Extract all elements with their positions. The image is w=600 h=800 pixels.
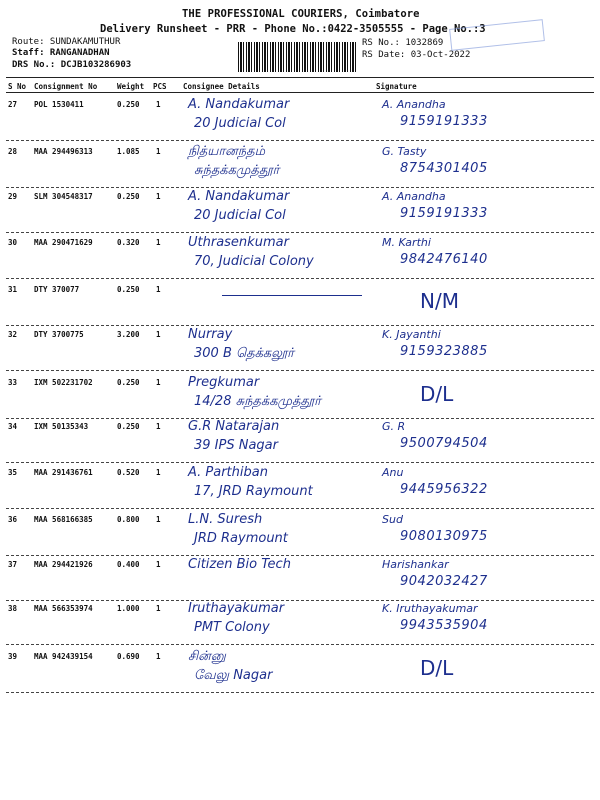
row-separator [6,278,594,279]
cell-consignment-no: MAA 568166385 [34,515,93,524]
document-title: THE PROFESSIONAL COURIERS, Coimbatore [182,8,420,20]
row-separator [6,418,594,419]
consignee-name: Iruthayakumar [188,601,285,616]
header-rule-bottom [6,92,594,93]
row-separator [6,600,594,601]
cell-sno: 32 [8,330,18,339]
signature-mark: M. Karthi [382,236,431,249]
receiver-phone: 9445956322 [400,482,488,497]
consignee-address: வேலு Nagar [194,668,273,683]
cell-weight: 0.250 [117,422,140,431]
cell-sno: 29 [8,192,18,201]
cell-weight: 3.200 [117,330,140,339]
row-separator [6,508,594,509]
rs-date: RS Date: 03-Oct-2022 [362,50,471,60]
cell-pcs: 1 [156,147,161,156]
cell-sno: 35 [8,468,18,477]
cell-weight: 0.250 [117,378,140,387]
signature-mark: A. Anandha [382,190,446,203]
col-header-consignee: Consignee Details [183,82,260,91]
cell-consignment-no: POL 1530411 [34,100,84,109]
consignee-address: 14/28 சுந்தக்கமுத்தூர் [194,394,321,409]
consignee-name: A. Parthiban [188,465,268,480]
cell-sno: 34 [8,422,18,431]
receiver-phone: 9943535904 [400,618,488,633]
cell-pcs: 1 [156,378,161,387]
route-label: Route: SUNDAKAMUTHUR [12,37,121,47]
cell-weight: 0.520 [117,468,140,477]
col-header-signature: Signature [376,82,417,91]
receiver-phone: 9842476140 [400,252,488,267]
cell-sno: 27 [8,100,18,109]
cell-sno: 30 [8,238,18,247]
document-subtitle: Delivery Runsheet - PRR - Phone No.:0422-3505555 - Page No.:3 [100,23,486,35]
cell-consignment-no: DTY 370077 [34,285,80,294]
cell-pcs: 1 [156,515,161,524]
row-separator [6,462,594,463]
signature-mark: Sud [382,513,403,526]
consignee-address: 17, JRD Raymount [194,484,313,499]
consignee-name: Pregkumar [188,375,260,390]
row-separator [6,187,594,188]
signature-mark: Anu [382,466,404,479]
rs-number: RS No.: 1032869 [362,38,444,48]
signature-mark: N/M [420,289,459,313]
cell-consignment-no: MAA 294496313 [34,147,93,156]
cell-consignment-no: MAA 566353974 [34,604,93,613]
cell-sno: 38 [8,604,18,613]
consignee-name: A. Nandakumar [188,189,290,204]
cell-pcs: 1 [156,192,161,201]
cell-consignment-no: IXM 502231702 [34,378,93,387]
receiver-phone: 9159191333 [400,114,488,129]
row-separator [6,140,594,141]
cell-consignment-no: MAA 290471629 [34,238,93,247]
signature-mark: K. Iruthayakumar [382,602,478,615]
consignee-address: 20 Judicial Col [194,208,286,223]
cell-pcs: 1 [156,238,161,247]
consignee-name: நித்யானந்தம் [188,144,266,159]
signature-mark: A. Anandha [382,98,446,111]
signature-mark: D/L [420,382,454,406]
drs-number: DRS No.: DCJB103286903 [12,60,132,70]
col-header-pcs: PCS [153,82,167,91]
signature-mark: K. Jayanthi [382,328,441,341]
cell-pcs: 1 [156,560,161,569]
cell-weight: 0.250 [117,100,140,109]
consignee-address: 70, Judicial Colony [194,254,314,269]
cell-weight: 0.690 [117,652,140,661]
barcode-image [238,42,356,72]
cell-sno: 31 [8,285,18,294]
consignee-name: G.R Natarajan [188,419,280,434]
cell-pcs: 1 [156,285,161,294]
consignee-address: JRD Raymount [194,531,288,546]
consignee-name: Nurray [188,327,233,342]
receiver-phone: 9080130975 [400,529,488,544]
col-header-weight: Weight [117,82,145,91]
consignee-address: 20 Judicial Col [194,116,286,131]
cell-weight: 1.000 [117,604,140,613]
consignee-address: PMT Colony [194,620,270,635]
cell-pcs: 1 [156,604,161,613]
receiver-phone: 9159191333 [400,206,488,221]
cell-weight: 1.085 [117,147,140,156]
consignee-name: சின்னு [188,649,226,664]
consignee-address: சுந்தக்கமுத்தூர் [194,163,280,178]
consignee-name: L.N. Suresh [188,512,263,527]
staff-label: Staff: RANGANADHAN [12,48,110,58]
row-separator [6,232,594,233]
cell-pcs: 1 [156,422,161,431]
cell-weight: 0.320 [117,238,140,247]
cell-sno: 37 [8,560,18,569]
cell-pcs: 1 [156,100,161,109]
row-separator [6,555,594,556]
cell-weight: 0.400 [117,560,140,569]
receiver-phone: 9159323885 [400,344,488,359]
receiver-phone: 9500794504 [400,436,488,451]
cell-sno: 39 [8,652,18,661]
consignee-address: 300 B தெக்கலூர் [194,346,294,361]
cell-pcs: 1 [156,652,161,661]
cell-weight: 0.250 [117,192,140,201]
signature-mark: D/L [420,656,454,680]
cell-consignment-no: MAA 294421926 [34,560,93,569]
cell-sno: 28 [8,147,18,156]
cell-consignment-no: IXM 50135343 [34,422,89,431]
row-separator [6,325,594,326]
cell-consignment-no: SLM 304548317 [34,192,93,201]
cell-weight: 0.800 [117,515,140,524]
header-rule-top [6,77,594,78]
cell-pcs: 1 [156,468,161,477]
row-separator [6,644,594,645]
consignee-name: A. Nandakumar [188,97,290,112]
signature-mark: G. Tasty [382,145,427,158]
col-header-consignment: Consignment No [34,82,98,91]
cell-pcs: 1 [156,330,161,339]
cell-consignment-no: DTY 3700775 [34,330,84,339]
consignee-name: Citizen Bio Tech [188,557,291,572]
cell-consignment-no: MAA 942439154 [34,652,93,661]
consignee-name: Uthrasenkumar [188,235,289,250]
cell-sno: 36 [8,515,18,524]
cell-sno: 33 [8,378,18,387]
col-header-sno: S No [8,82,27,91]
handwritten-strike-line [222,295,362,296]
signature-mark: G. R [382,420,406,433]
cell-consignment-no: MAA 291436761 [34,468,93,477]
row-separator [6,370,594,371]
row-separator [6,692,594,693]
consignee-address: 39 IPS Nagar [194,438,278,453]
receiver-phone: 8754301405 [400,161,488,176]
receiver-phone: 9042032427 [400,574,488,589]
cell-weight: 0.250 [117,285,140,294]
signature-mark: Harishankar [382,558,449,571]
